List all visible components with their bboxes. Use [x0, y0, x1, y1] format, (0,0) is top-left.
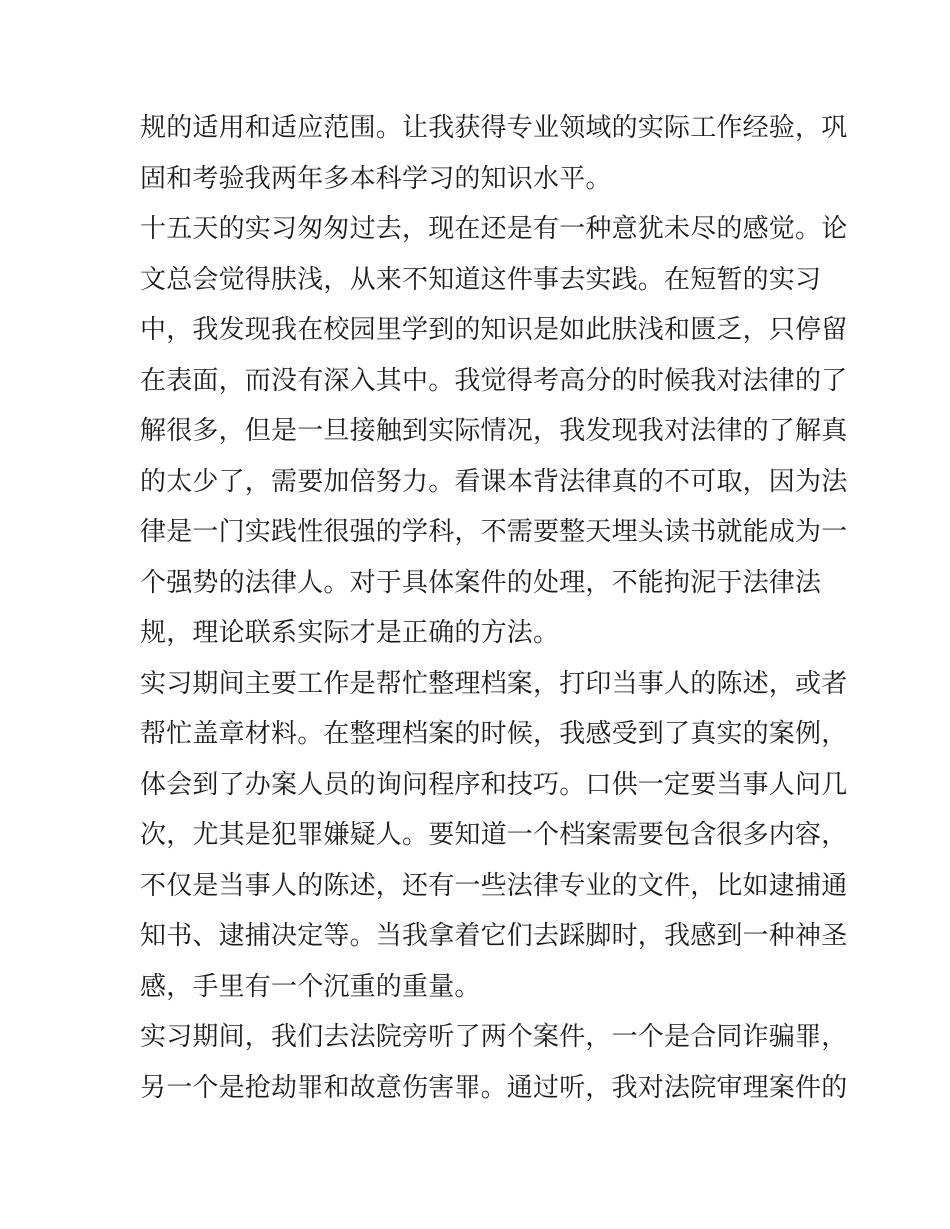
- text-line: 在表面，而没有深入其中。我觉得考高分的时候我对法律的了: [140, 365, 848, 396]
- text-line: 知书、逮捕决定等。当我拿着它们去踩脚时，我感到一种神圣: [140, 921, 848, 951]
- text-line: 实习期间主要工作是帮忙整理档案，打印当事人的陈述，或者: [140, 668, 848, 699]
- text-line: 解很多，但是一旦接触到实际情况，我发现我对法律的了解真: [140, 416, 848, 446]
- text-line: 体会到了办案人员的询问程序和技巧。口供一定要当事人问几: [140, 769, 848, 800]
- text-line: 实习期间，我们去法院旁听了两个案件，一个是合同诈骗罪，: [140, 1022, 848, 1052]
- text-line: 帮忙盖章材料。在整理档案的时候，我感受到了真实的案例，: [140, 719, 848, 749]
- text-line: 感，手里有一个沉重的重量。: [140, 971, 481, 1002]
- text-line: 另一个是抢劫罪和故意伤害罪。通过听，我对法院审理案件的: [140, 1072, 848, 1103]
- text-line: 文总会觉得肤浅，从来不知道这件事去实践。在短暂的实习: [140, 264, 822, 295]
- text-line: 规的适用和适应范围。让我获得专业领域的实际工作经验，巩: [140, 113, 848, 143]
- text-line: 十五天的实习匆匆过去，现在还是有一种意犹未尽的感觉。论: [140, 214, 848, 244]
- text-line: 律是一门实践性很强的学科，不需要整天埋头读书就能成为一: [140, 517, 848, 547]
- body-text: [140, 103, 848, 1113]
- text-line: 中，我发现我在校园里学到的知识是如此肤浅和匮乏，只停留: [140, 315, 848, 345]
- text-line: 次，尤其是犯罪嫌疑人。要知道一个档案需要包含很多内容，: [140, 820, 848, 850]
- text-line: 固和考验我两年多本科学习的知识水平。: [140, 163, 612, 194]
- text-line: 的太少了，需要加倍努力。看课本背法律真的不可取，因为法: [140, 466, 848, 497]
- text-line: 规，理论联系实际才是正确的方法。: [140, 618, 560, 648]
- text-line: 个强势的法律人。对于具体案件的处理，不能拘泥于法律法: [140, 567, 822, 598]
- text-line: 不仅是当事人的陈述，还有一些法律专业的文件，比如逮捕通: [140, 870, 848, 901]
